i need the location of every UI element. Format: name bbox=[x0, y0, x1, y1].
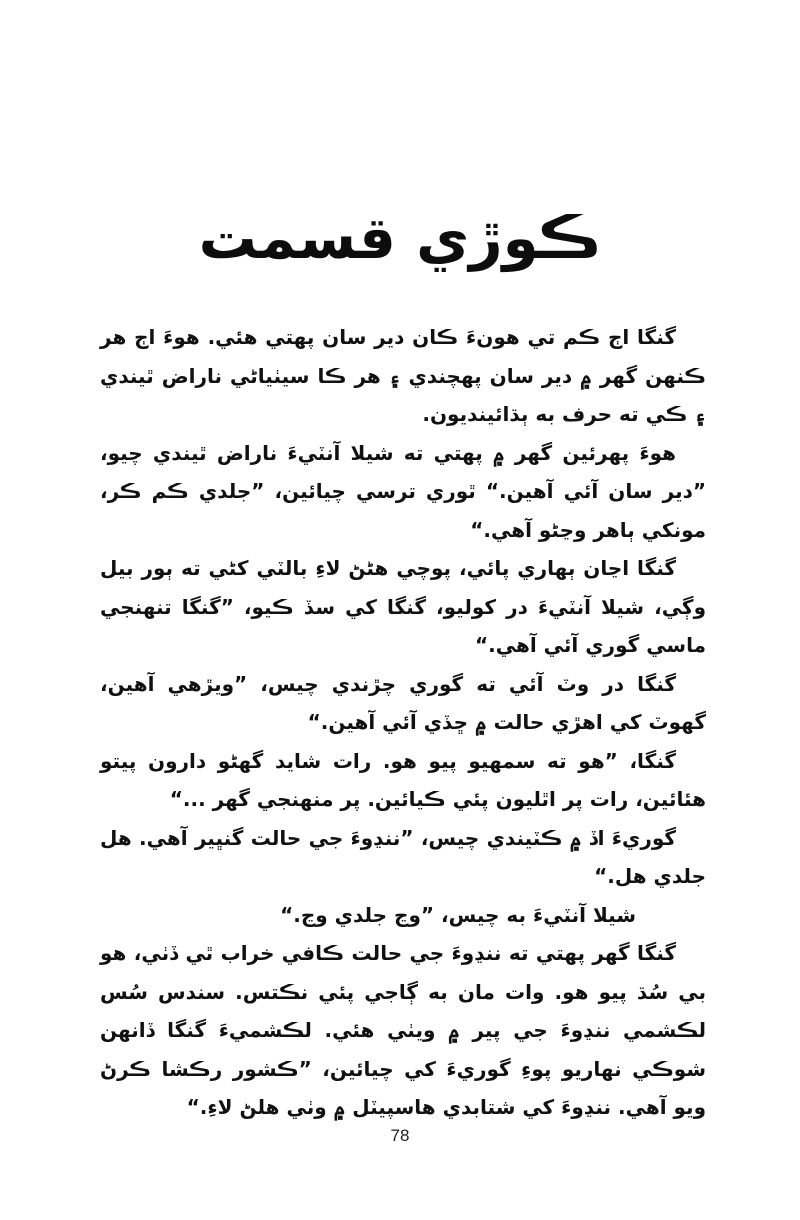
paragraph: گنگا گهر پهتي ته ننڍوءَ جي حالت ڪافي خراب ٿي ڏٺي، هو بي سُڌ پيو هو. وات مان به ڳاجي پئي نڪتس. سندس سُس لڪشمي ننڍوءَ جي پير ۾ ويٺي هئي. لڪشميءَ گنگا ڏانهن شوڪي نهاريو پوءِ گوريءَ کي چيائين، ”ڪشور رڪشا ڪرڻ ويو آهي. ننڍوءَ کي شتابدي هاسپيٽل ۾ وٺي هلڻ لاءِ.“ bbox=[100, 941, 706, 1119]
page-number: 78 bbox=[390, 1126, 410, 1145]
paragraph: گوريءَ اڏ ۾ ڪٽيندي چيس، ”ننڍوءَ جي حالت گنڀير آهي. هل جلدي هل.“ bbox=[100, 825, 706, 888]
paragraph: شيلا آنٽيءَ به چيس، ”وڃ جلدي وڃ.“ bbox=[280, 902, 636, 927]
paragraph: گنگا اڃان ٻهاري پائي، پوچي هڻڻ لاءِ بالٽي کڻي ته ٻور بيل وڳي، شيلا آنٽيءَ در کوليو، گنگا کي سڏ ڪيو، ”گنگا تنهنجي ماسي گوري آئي آهي.“ bbox=[100, 556, 706, 657]
paragraph: هوءَ پهرئين گهر ۾ پهتي ته شيلا آنٽيءَ ناراض ٿيندي چيو، ”دير سان آئي آهين.“ ٿوري ترسي چيائين، ”جلدي ڪم ڪر، مونکي ٻاهر وڃڻو آهي.“ bbox=[100, 440, 706, 542]
story-body bbox=[100, 318, 706, 1127]
paragraph: گنگا اڄ ڪم تي هونءَ ڪان دير سان پهتي هئي. هوءَ اڄ هر ڪنهن گهر ۾ دير سان پهچندي ۽ هر ڪا سيٺياڻي ناراض ٿيندي ۽ ڪي ته حرف به ٻڌائينديون. bbox=[100, 325, 706, 426]
paragraph: گنگا، ”هو ته سمهيو پيو هو. رات شايد گهڻو دارون پيتو هئائين، رات پر اٿليون پئي ڪيائين. پر منهنجي گهر ...“ bbox=[100, 748, 706, 811]
chapter-title: ڪوڙي قسمت bbox=[198, 204, 602, 272]
paragraph: گنگا در وٽ آئي ته گوري چڙندي چيس، ”ويڙهي آهين، گهوٽ کي اهڙي حالت ۾ ڇڏي آئي آهين.“ bbox=[100, 671, 706, 734]
